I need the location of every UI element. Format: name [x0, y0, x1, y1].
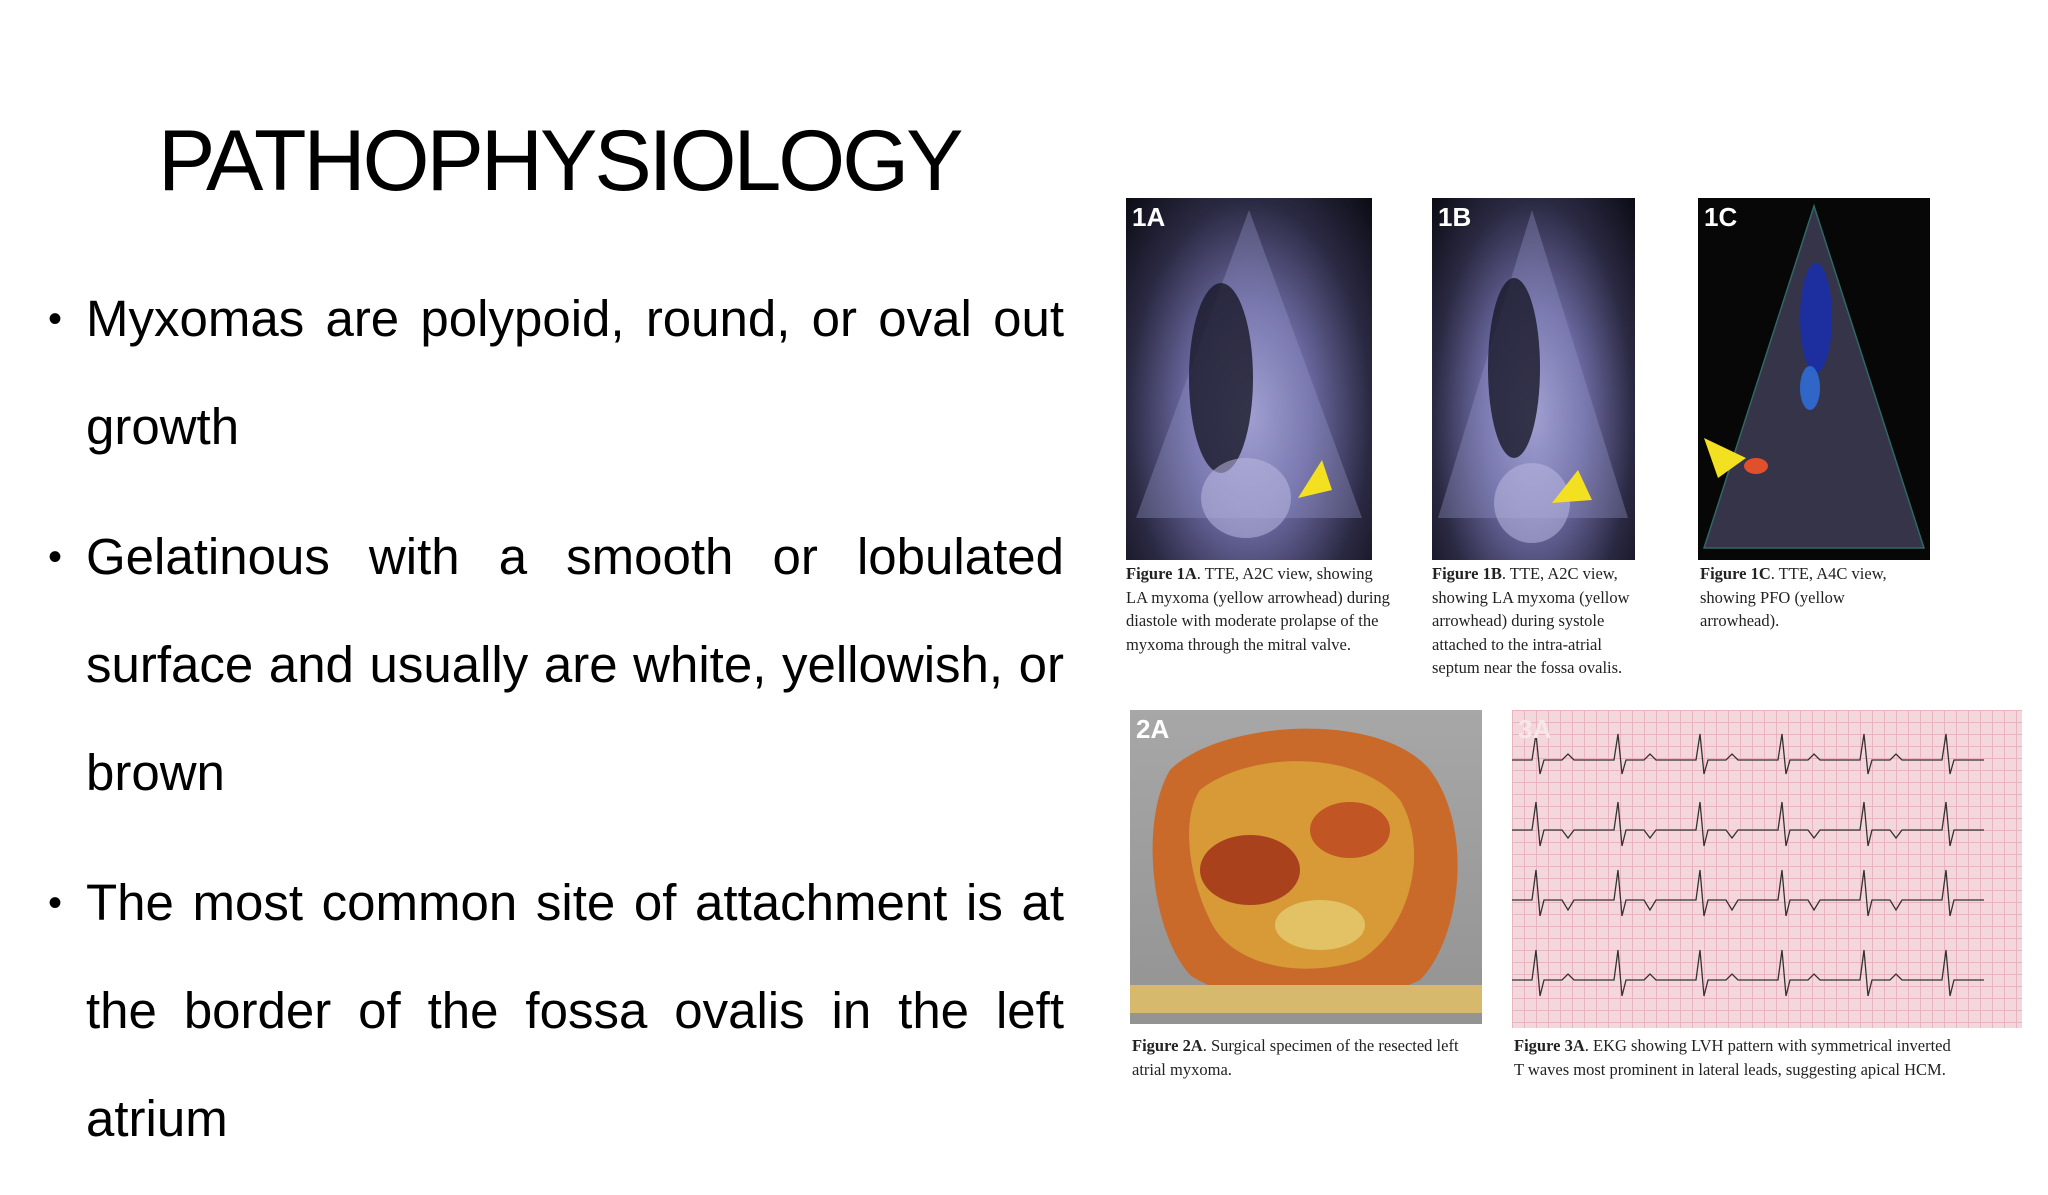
bullet-dot-icon: •: [48, 297, 63, 341]
bullet-text: Myxomas are polypoid, round, or oval out growth: [86, 290, 1064, 455]
ekg-tracing-3a: [1512, 710, 2022, 1028]
caption-title: Figure 1A: [1126, 564, 1197, 583]
echo-image-1b: [1432, 198, 1635, 560]
caption-text: . TTE, A2C view, showing LA myxoma (yellow arrowhead) during diastole with moderate prolapse of the myxoma through the mitral valve.: [1126, 564, 1390, 654]
caption-title: Figure 2A: [1132, 1036, 1203, 1055]
caption-text: . EKG showing LVH pattern with symmetrical inverted T waves most prominent in lateral leads, suggesting apical HCM.: [1514, 1036, 1951, 1079]
bullet-item: [44, 265, 1064, 481]
ruler-icon: [1130, 985, 1482, 1013]
bullet-dot-icon: •: [48, 881, 63, 925]
echo-image-1a: [1126, 198, 1372, 560]
figure-label: 3A: [1518, 714, 1552, 744]
figure-3a-caption: [1514, 1034, 1964, 1081]
figure-label: 1C: [1704, 202, 1738, 232]
bullet-text: The most common site of attachment is at the border of the fossa ovalis in the left atrium: [86, 874, 1064, 1147]
specimen-graphic: [1130, 710, 1482, 1024]
caption-text: . TTE, A2C view, showing LA myxoma (yellow arrowhead) during systole attached to the intra-atrial septum near the fossa ovalis.: [1432, 564, 1630, 677]
bullet-dot-icon: •: [48, 535, 63, 579]
echo-sector-graphic: [1432, 198, 1635, 560]
specimen-photo-2a: [1130, 710, 1482, 1024]
bullet-item: [44, 503, 1064, 827]
bullet-list: [44, 265, 1064, 1195]
figure-label: 1B: [1438, 202, 1472, 232]
ekg-waveform-graphic: [1512, 710, 2022, 1028]
figure-label: 1A: [1132, 202, 1166, 232]
bullet-text: Gelatinous with a smooth or lobulated surface and usually are white, yellowish, or brown: [86, 528, 1064, 801]
caption-title: Figure 1B: [1432, 564, 1502, 583]
slide-title: PATHOPHYSIOLOGY: [158, 113, 961, 209]
figure-label: 2A: [1136, 714, 1170, 744]
caption-text: . TTE, A4C view, showing PFO (yellow arrowhead).: [1700, 564, 1887, 630]
figure-1b-caption: [1432, 562, 1647, 680]
caption-title: Figure 3A: [1514, 1036, 1585, 1055]
figure-1a-caption: [1126, 562, 1391, 656]
color-doppler-image-1c: [1698, 198, 1930, 560]
figure-2a-caption: [1132, 1034, 1477, 1081]
caption-title: Figure 1C: [1700, 564, 1771, 583]
figure-1c-caption: [1700, 562, 1920, 633]
echo-sector-graphic: [1126, 198, 1372, 560]
caption-text: . Surgical specimen of the resected left atrial myxoma.: [1132, 1036, 1459, 1079]
bullet-item: [44, 849, 1064, 1173]
doppler-sector-graphic: [1698, 198, 1930, 560]
